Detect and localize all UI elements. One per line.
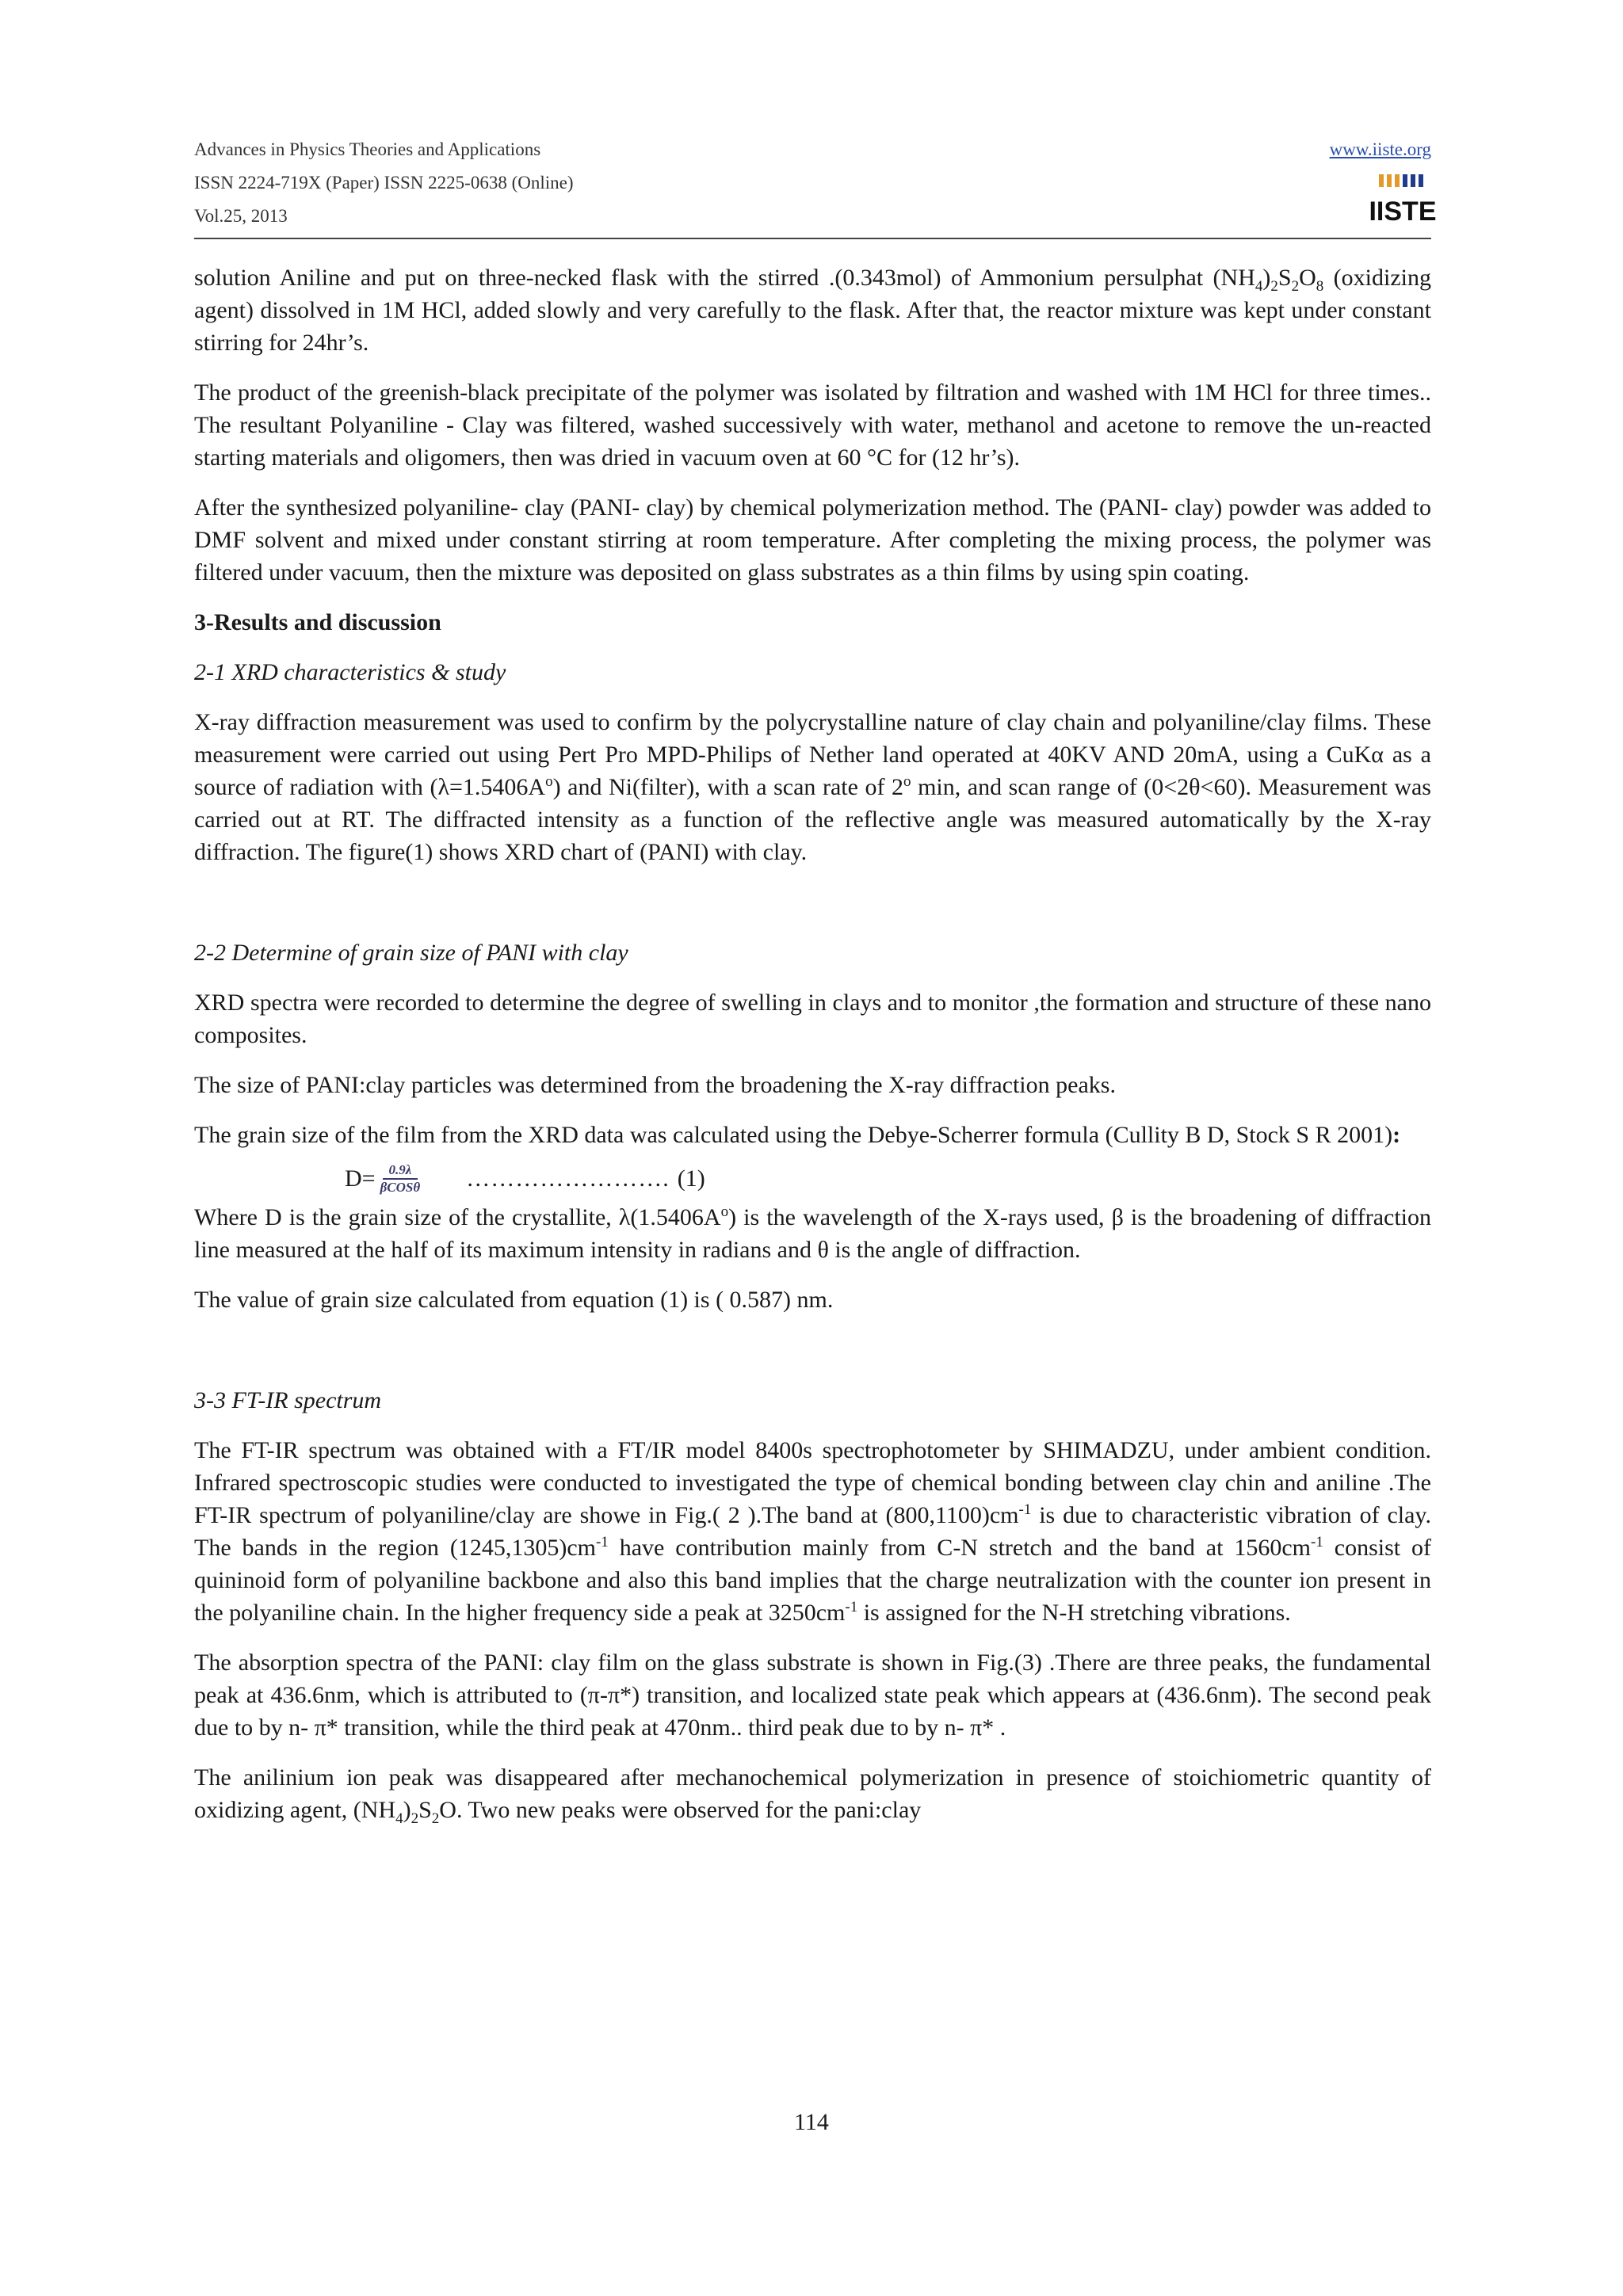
subsection-heading-grain-size: 2-2 Determine of grain size of PANI with clay [194,940,628,966]
paragraph-synthesis-2: The product of the greenish-black precipitate of the polymer was isolated by filtration and washed with 1M HCl for three times.. The resultant Polyaniline - Clay was filtered, washed successively with water, methanol and acetone to remove the un-reacted starting materials and oligomers, then was dried in vacuum oven at 60 °C for (12 hr’s). [194,379,1431,471]
equation-number: (1) [677,1165,705,1192]
paragraph-xrd: X-ray diffraction measurement was used to confirm by the polycrystalline nature of clay chain and polyaniline/clay films. These measurement were carried out using Pert Pro MPD-Philips of Nether land operated at 40KV AND 20mA, using a CuKα as a source of radiation with $(\lambda=1.5406A^o)$ and Ni(filter), with a scan rate of 2$^o$ min, and scan range of (0<2θ<60). Measurement was carried out at RT. The diffracted intensity as a function of the reflective angle was measured automatically by the X-ray diffraction. The figure(1) shows XRD chart of (PANI) with clay. [194,709,1431,865]
section-heading-results: 3-Results and discussion [194,609,441,635]
equation-denominator: βCOSθ [380,1179,421,1195]
main-text [194,261,1431,1844]
journal-volume: Vol.25, 2013 [194,206,288,226]
equation-fraction [380,1163,421,1195]
journal-url-link[interactable]: www.iiste.org [1329,139,1431,159]
equation-lhs: D= [345,1165,376,1192]
paragraph-variables: Where D is the grain size of the crystallite, $\lambda(1.5406A^o)$ is the wavelength of the X-rays used, β is the broadening of diffraction line measured at the half of its maximum intensity in radians and θ is the angle of diffraction. [194,1203,1432,1263]
journal-issn: ISSN 2224-719X (Paper) ISSN 2225-0638 (Online) [194,173,574,193]
header-rule [194,238,1431,239]
iiste-logo [1369,170,1437,227]
page-number: 114 [794,2109,829,2135]
paragraph-absorption: The absorption spectra of the PANI: clay film on the glass substrate is shown in Fig.(3) .There are three peaks, the fundamental peak at 436.6nm, which is attributed to (π-π*) transition, and localized state peak which appears at (436.6nm). The second peak due to by n- π* transition, while the third peak at 470nm.. third peak due to by n- π* . [194,1650,1431,1741]
equation-leader-dots: ……………………. [466,1165,670,1192]
paragraph-grain-value: The value of grain size calculated from equation (1) is ( 0.587) nm. [194,1287,834,1313]
paragraph-scherrer: The grain size of the film from the XRD data was calculated using the Debye-Scherrer formula (Cullity B D, Stock S R 2001): [194,1122,1401,1148]
logo-text: IISTE [1369,196,1437,227]
paragraph-ftir: The FT-IR spectrum was obtained with a FT/IR model 8400s spectrophotometer by SHIMADZU, under ambient condition. Infrared spectroscopic studies were conducted to investigated the type of chemical bonding between clay chin and aniline .The FT-IR spectrum of polyaniline/clay are showe in Fig.( 2 ).The band at $(800,1100)cm^{-1}$ is due to characteristic vibration of clay. The bands in the region $(1245,1305)cm^{-1}$ have contribution mainly from C-N stretch and the band at $1560cm^{-1}$ consist of quininoid form of polyaniline backbone and also this band implies that the charge neutralization with the counter ion present in the polyaniline chain. In the higher frequency side a peak at $3250cm^{-1}$ is assigned for the N-H stretching vibrations. [194,1437,1432,1626]
paragraph-xrd-spectra: XRD spectra were recorded to determine the degree of swelling in clays and to monitor ,the formation and structure of these nano composites. [194,990,1431,1048]
spacer [194,886,1431,936]
subsection-heading-ftir: 3-3 FT-IR spectrum [194,1387,382,1413]
paragraph-particle-size: The size of PANI:clay particles was determined from the broadening the X-ray diffraction peaks. [194,1072,1116,1098]
paragraph-synthesis-3: After the synthesized polyaniline- clay (PANI- clay) by chemical polymerization method. The (PANI- clay) powder was added to DMF solvent and mixed under constant stirring at room temperature. After completing the mixing process, the polymer was filtered under vacuum, then the mixture was deposited on glass substrates as a thin films by using spin coating. [194,494,1431,585]
spacer [194,1333,1431,1384]
equation-numerator: 0.9λ [383,1163,418,1180]
paragraph-anilinium: The anilinium ion peak was disappeared after mechanochemical polymerization in presence of stoichiometric quantity of oxidizing agent, $(NH_4)_2S_2O$. Two new peaks were observed for the pani:clay [194,1764,1431,1827]
journal-title: Advances in Physics Theories and Applications [194,139,541,159]
equation-scherrer [194,1162,1431,1195]
paragraph-synthesis-1: solution Aniline and put on three-necked flask with the stirred .(0.343mol) of Ammonium persulphat $(NH_4)_2S_2O_8$ (oxidizing agent) dissolved in 1M HCl, added slowly and very carefully to the flask. After that, the reactor mixture was kept under constant stirring for 24hr’s. [194,265,1431,356]
subsection-heading-xrd: 2-1 XRD characteristics & study [194,659,506,685]
